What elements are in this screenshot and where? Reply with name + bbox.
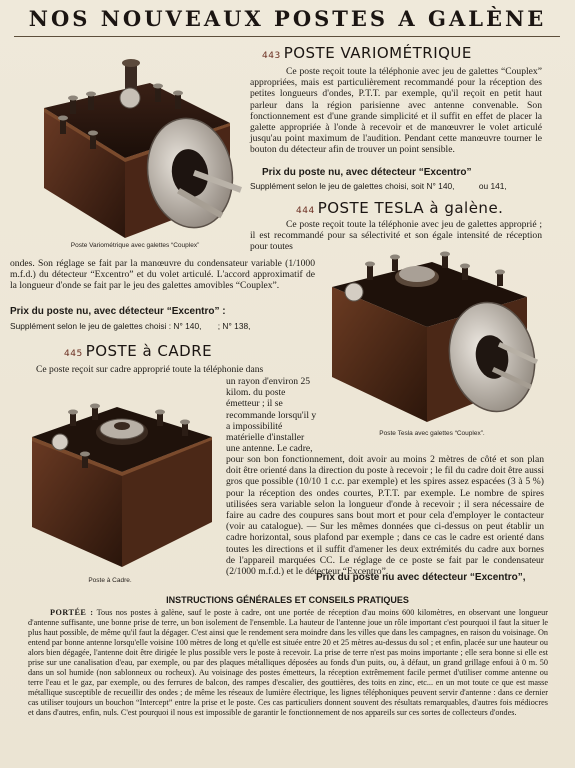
tesla-description-bottom: ondes. Son réglage se fait par la manœuvre du condensateur variable (1/1000 m.f.d.) du détecteur “Excentro” et du volet articulé. L'accord approximatif de la longueur d'onde se fait par le jeu des galettes amovibles “Couplex”. — [10, 258, 315, 292]
tesla-description-top: Ce poste reçoit toute la téléphonie avec jeu de galettes approprié ; il est recommandé pour sa sélectivité et son égale intensité de réception pour toutes — [250, 219, 542, 253]
cadre-title: POSTE à CADRE — [85, 342, 213, 360]
instructions-text: Tous nos postes à galène, sauf le poste à cadre, ont une portée de réception d'au moins 600 kilomètres, en observant une longueur d'antenne suffisante, une bonne prise de terre, un bon isolement de l'ensemble. La hauteur de l'antenne joue un rôle important c'est pourquoi il faut la situer le plus haut possible, de même qu'il faut la dégager. C'est ainsi que le rendement sera moindre dans les villes que dans les campagnes, en raison du voisinage. On entend par bonne antenne lorsqu'elle voisine 100 mètres de long et qu'elle est située entre 20 et 25 mètres au-dessus du sol ; et enfin, placée sur une hauteur ou alors bien dégagée, l'antenne doit être dirigée le plus possible vers le poste à recevoir. La prise de terre n'est pas moins importante ; elle sera bonne si elle est prise sur une canalisation d'eau, par exemple, ou par des plaques métalliques déposées au fonds d'un puits, ou, à défaut, un grand grillage enfoui à 0 m. 50 dans un sol humide (non sablonneux ou rocheux). Au voisinage des postes émetteurs, la réception extrêmement facile permet d'utiliser comme antenne ou terre l'eau et le gaz, par exemple, ou des ferrures de balcon, des rampes d'escalier, des gouttières, des toits en zinc, etc... en un mot toute ce que est masse métallique susceptible de recueillir des ondes ; de même les réseaux de lumière électrique, les lignes téléphoniques peuvent servir d'antenne : dans ce dernier cas utiliser toujours un bouchon “Intercept” entre la prise et le poste. Ces cas particuliers donnent souvent des résultats remarquables, d'autres fois médiocres et dans d'autres, enfin, nuls. C'est pourquoi il nous est impossible de garantir le fonctionnement de nos appareils sur ces sortes de collecteurs d'ondes. — [28, 608, 548, 717]
variometric-title: POSTE VARIOMÉTRIQUE — [283, 44, 472, 62]
tesla-number: 444 — [296, 206, 315, 216]
page-title: NOS NOUVEAUX POSTES A GALÈNE — [28, 6, 547, 31]
tesla-title: POSTE TESLA à galène. — [317, 199, 504, 217]
variometric-supplement-text-2: ou 141, — [478, 181, 507, 191]
cadre-price: Prix du poste nu avec détecteur “Excentro”, — [316, 572, 526, 583]
tesla-price: Prix du poste nu, avec détecteur “Excentro” : — [10, 306, 226, 317]
variometric-supplement-text: Supplément selon le jeu de galettes choisi, soit N° 140, — [250, 181, 455, 191]
tesla-heading — [296, 199, 503, 217]
cadre-set-photo — [22, 382, 222, 572]
cadre-caption: Poste à Cadre. — [88, 577, 132, 584]
cadre-description-wide: pour son bon fonctionnement, doit avoir au moins 2 mètres de côté et son plan doit être orienté dans la direction du poste à recevoir ; le fil du cadre doit être aussi gros que possible (10/10 1 c.c. par exemple) et les spires assez espacées (3 à 5 %) pour la réception des ondes courtes, P.T.T. par exemple. Le nombre de spires utilisées sera variable selon la longueur d'onde à recevoir ; il sera nécessaire de faire au cadre des coupures sans bout mort et pour cela d'employer le contacteur (voir au catalogue). — Sur les mêmes données que ci-dessus on peut établir un cadre horizontal, sous plafond par exemple ; dans ce cas le cadre est orienté dans toutes les directions et il suffit d'amener les deux extrémités du cadre aux bornes de l'appareil marquées CC. Le réglage de ce poste se fait par le condensateur (2/1000 m.f.d.) et le détecteur “Excentro”. — [226, 454, 544, 578]
instructions-title: INSTRUCTIONS GÉNÉRALES ET CONSEILS PRATIQUES — [166, 595, 409, 605]
tesla-set-photo — [322, 242, 547, 427]
cadre-number: 445 — [64, 349, 83, 359]
cadre-description-narrow: un rayon d'environ 25 kilom. du poste émetteur ; il se recommande lorsqu'il y a impossibilité matérielle d'installer une antenne. Le cadre, — [226, 376, 317, 455]
variometric-heading — [262, 44, 472, 62]
variometric-description: Ce poste reçoit toute la téléphonie avec jeu de galettes “Couplex” appropriées, mais est particulièrement recommandé pour la réception des petites longueurs d'ondes, P.T.T. par exemple, qu'il reçoit en petit haut parleur dans la région parisienne avec antenne convenable. Son fonctionnement est d'une grande simplicité et il suffit en effet de placer la galette appropriée à l'onde à recevoir et de manœuvrer le volet articulé jusqu'au point maximum de l'audition. Pendant cette manœuvre tourner le bouton du détecteur afin de trouver un point sensible. — [250, 66, 542, 156]
variometric-price: Prix du poste nu, avec détecteur “Excentro” — [262, 167, 472, 178]
variometric-number: 443 — [262, 51, 281, 61]
instructions-lead: PORTÉE : — [50, 608, 94, 617]
cadre-description-intro: Ce poste reçoit sur cadre approprié toute la téléphonie dans — [36, 364, 264, 375]
variometric-supplement — [250, 181, 507, 191]
variometric-caption: Poste Variométrique avec galettes “Couplex” — [70, 242, 200, 249]
tesla-caption: Poste Tesla avec galettes “Couplex”. — [379, 430, 485, 437]
cadre-heading — [64, 342, 212, 360]
instructions-body — [28, 608, 548, 718]
tesla-supplement — [10, 321, 250, 331]
variometric-set-photo — [30, 38, 245, 243]
title-rule — [14, 36, 560, 37]
tesla-supplement-text: Supplément selon le jeu de galettes choisi : N° 140, — [10, 321, 202, 331]
tesla-supplement-text-2: ; N° 138, — [217, 321, 251, 331]
